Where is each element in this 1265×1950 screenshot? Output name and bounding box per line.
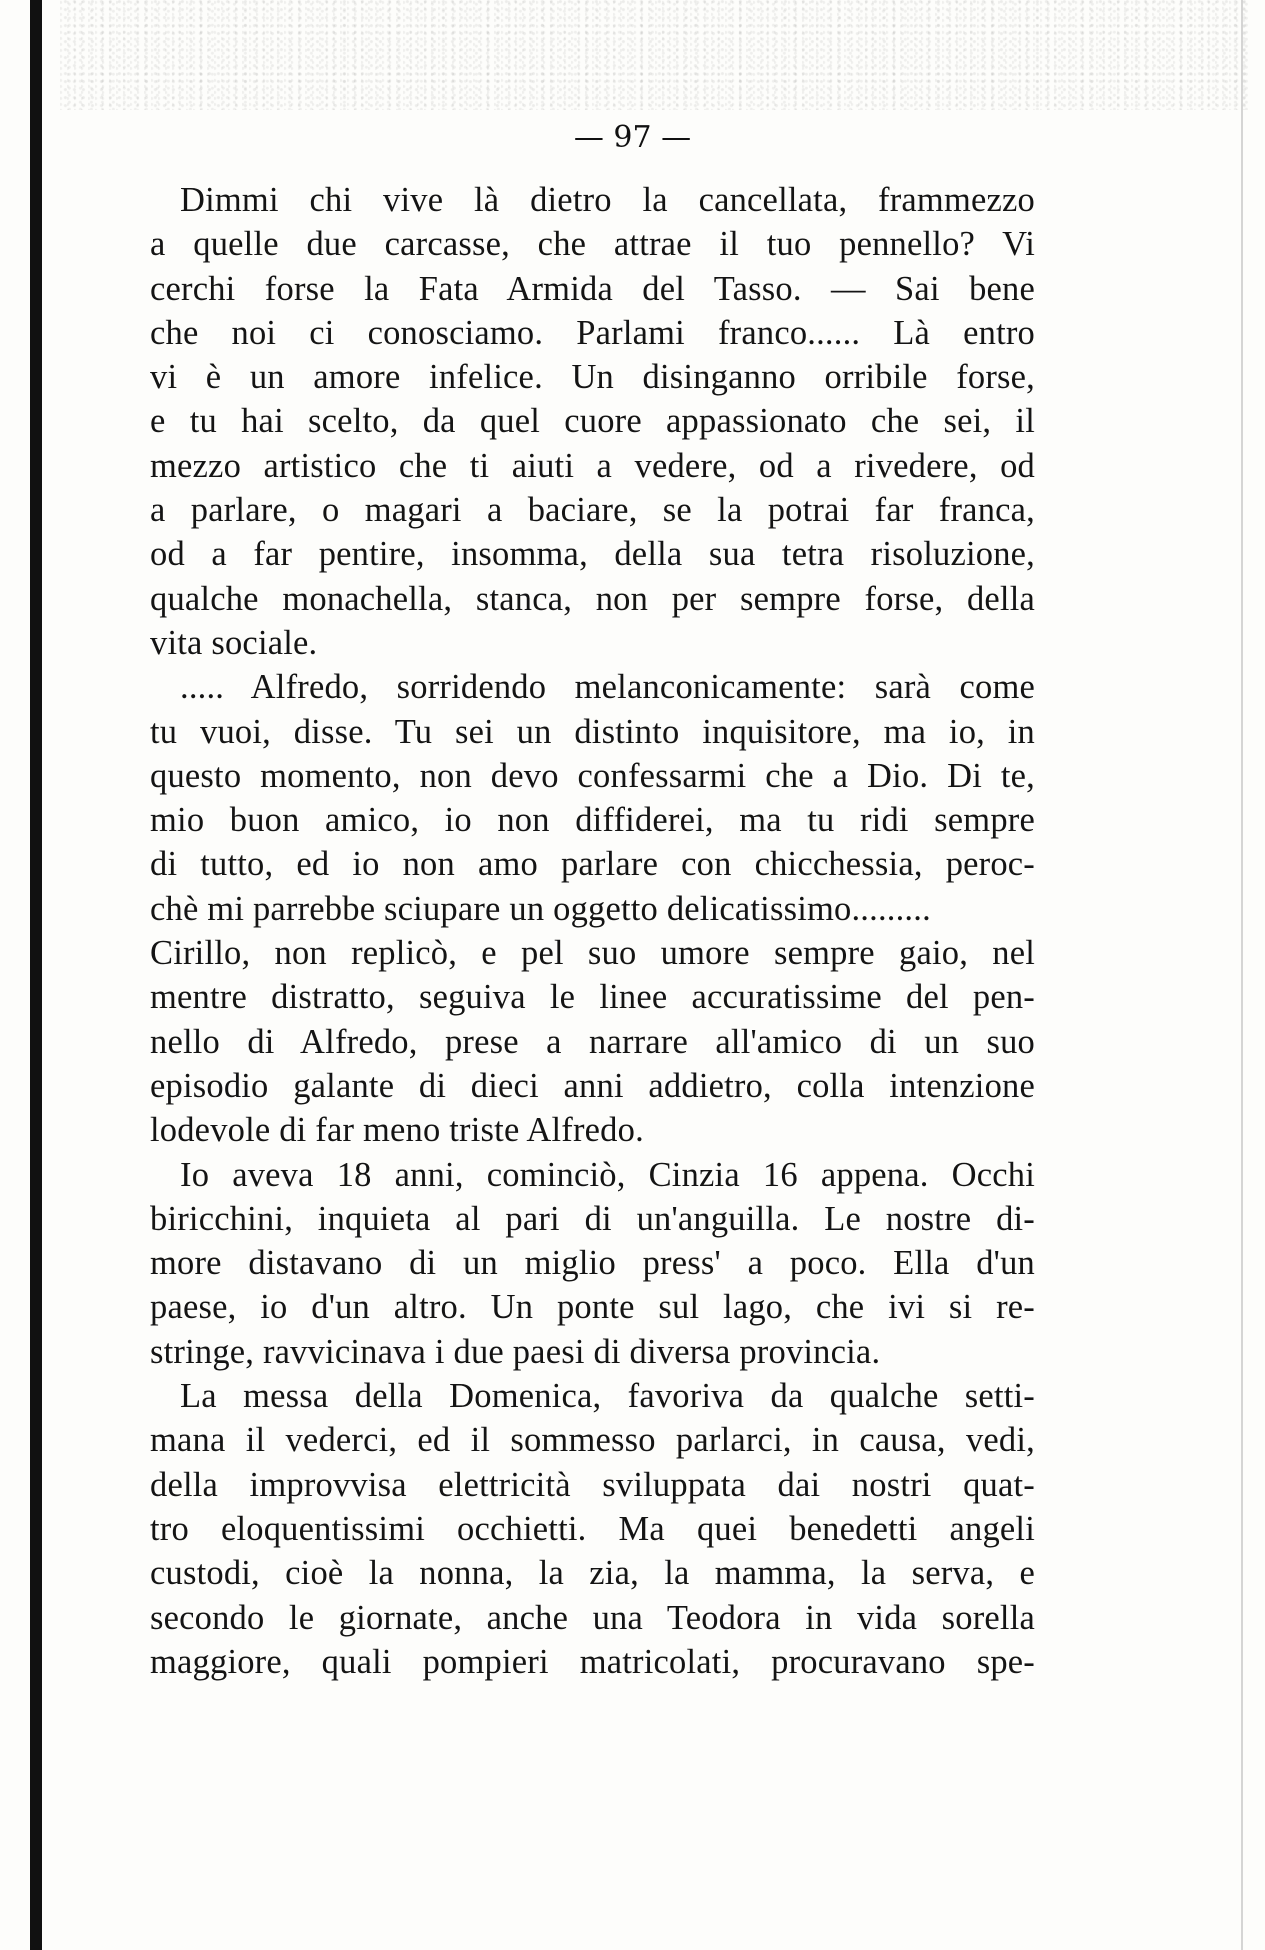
text-line: tu vuoi, disse. Tu sei un distinto inquisitore, ma io, in: [150, 712, 1035, 751]
text-line: questo momento, non devo confessarmi che a Dio. Di te,: [150, 756, 1035, 795]
text-line: Io aveva 18 anni, cominciò, Cinzia 16 appena. Occhi: [180, 1155, 1035, 1194]
binding-shadow: [30, 0, 42, 1950]
text-line: episodio galante di dieci anni addietro, colla intenzione: [150, 1066, 1035, 1105]
text-line: e tu hai scelto, da quel cuore appassionato che sei, il: [150, 402, 1035, 441]
text-line: a parlare, o magari a baciare, se la potrai far franca,: [150, 491, 1035, 530]
text-line: di tutto, ed io non amo parlare con chicchessia, peroc-: [150, 845, 1035, 884]
scan-noise: [60, 0, 1250, 110]
text-line: secondo le giornate, anche una Teodora in vida sorella: [150, 1598, 1035, 1637]
text-line: della improvvisa elettricità sviluppata dai nostri quat-: [150, 1465, 1035, 1504]
text-line: mezzo artistico che ti aiuti a vedere, od a rivedere, od: [150, 446, 1035, 485]
text-line: more distavano di un miglio press' a poco. Ella d'un: [150, 1244, 1035, 1283]
text-line: custodi, cioè la nonna, la zia, la mamma, la serva, e: [150, 1554, 1035, 1593]
text-line: nello di Alfredo, prese a narrare all'amico di un suo: [150, 1022, 1035, 1061]
text-line: vita sociale.: [150, 623, 318, 662]
text-line: a quelle due carcasse, che attrae il tuo pennello? Vi: [150, 225, 1035, 264]
text-line: stringe, ravvicinava i due paesi di diversa provincia.: [150, 1332, 881, 1371]
text-line: lodevole di far meno triste Alfredo.: [150, 1111, 644, 1150]
text-line: od a far pentire, insomma, della sua tetra risoluzione,: [150, 535, 1035, 574]
text-line: vi è un amore infelice. Un disinganno orribile forse,: [150, 358, 1035, 397]
text-line: tro eloquentissimi occhietti. Ma quei benedetti angeli: [150, 1509, 1035, 1548]
text-line: mentre distratto, seguiva le linee accuratissime del pen-: [150, 978, 1035, 1017]
text-line: Dimmi chi vive là dietro la cancellata, frammezzo: [180, 181, 1035, 219]
text-line: mio buon amico, io non diffiderei, ma tu ridi sempre: [150, 801, 1035, 840]
text-line: La messa della Domenica, favoriva da qualche setti-: [180, 1377, 1035, 1416]
text-line: chè mi parrebbe sciupare un oggetto delicatissimo.........: [150, 889, 931, 928]
text-line: che noi ci conosciamo. Parlami franco...... Là entro: [150, 313, 1035, 352]
page-number: — 97 —: [573, 120, 692, 155]
text-line: Cirillo, non replicò, e pel suo umore sempre gaio, nel: [150, 934, 1035, 973]
text-line: qualche monachella, stanca, non per sempre forse, della: [150, 579, 1035, 618]
text-line: cerchi forse la Fata Armida del Tasso. — Sai bene: [150, 269, 1035, 308]
body-text: [150, 178, 1035, 1684]
text-line: maggiore, quali pompieri matricolati, procuravano spe-: [150, 1642, 1035, 1681]
text-line: paese, io d'un altro. Un ponte sul lago, che ivi si re-: [150, 1288, 1035, 1327]
page-edge: [1241, 0, 1243, 1950]
text-line: mana il vederci, ed il sommesso parlarci, in causa, vedi,: [150, 1421, 1035, 1460]
text-line: ..... Alfredo, sorridendo melanconicamente: sarà come: [180, 668, 1035, 707]
text-line: biricchini, inquieta al pari di un'anguilla. Le nostre di-: [150, 1199, 1035, 1238]
